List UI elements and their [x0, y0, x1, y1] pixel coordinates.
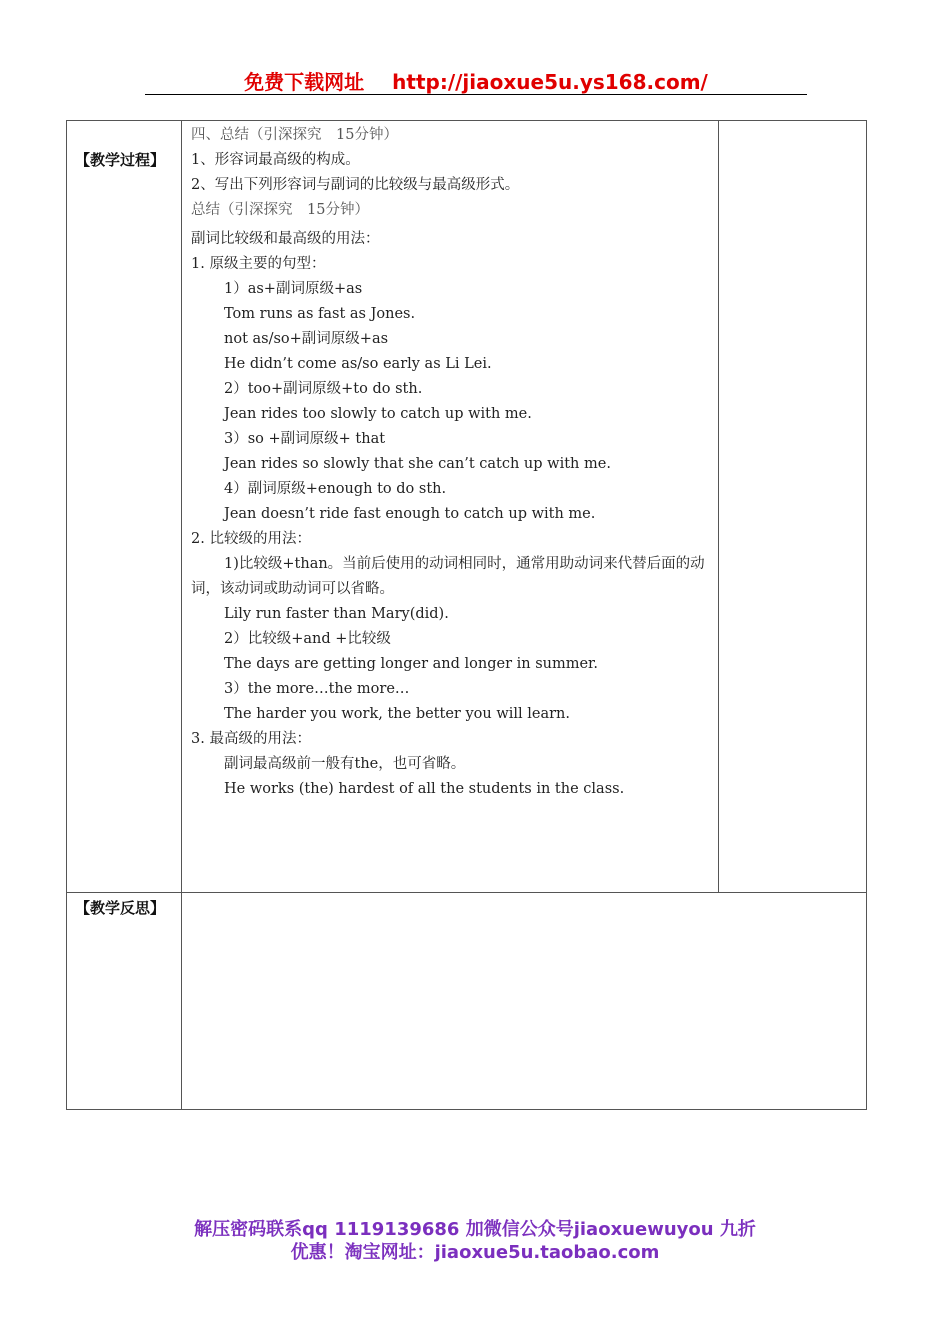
header-label: 免费下载网址	[244, 70, 365, 94]
content-line: not as/so+副词原级+as	[224, 331, 389, 347]
example-sentence: Jean rides too slowly to catch up with me.	[224, 406, 532, 422]
content-line: 副词比较级和最高级的用法：	[191, 231, 380, 247]
content-line: 3）the more…the more…	[224, 681, 410, 697]
example-sentence: The days are getting longer and longer in summer.	[224, 656, 599, 672]
header-url-link[interactable]: http://jiaoxue5u.ys168.com/	[392, 70, 708, 94]
content-line: 1）as+副词原级+as	[224, 281, 363, 297]
example-sentence: Lily run faster than Mary(did).	[224, 606, 449, 622]
section-heading: 总结（引深探究 15分钟）	[191, 202, 369, 218]
example-sentence: Jean doesn’t ride fast enough to catch up with me.	[224, 506, 596, 522]
content-line: 1、形容词最高级的构成。	[191, 152, 360, 168]
section-heading: 四、总结（引深探究 15分钟）	[191, 127, 398, 143]
content-line: 副词最高级前一般有the，也可省略。	[224, 756, 466, 772]
lesson-content	[191, 123, 721, 802]
example-sentence: He works (the) hardest of all the students in the class.	[224, 781, 625, 797]
page-header	[145, 66, 807, 95]
example-sentence: The harder you work, the better you will learn.	[224, 706, 571, 722]
row-label-teaching-process: 【教学过程】	[75, 151, 166, 169]
lesson-table	[66, 120, 867, 1110]
table-divider	[67, 892, 866, 893]
content-line: 2）比较级+and +比较级	[224, 631, 391, 647]
content-line: 3）so +副词原级+ that	[224, 431, 386, 447]
footer-line: 解压密码联系qq 1119139686 加微信公众号jiaoxuewuyou 九折	[194, 1219, 756, 1240]
content-line: 3. 最高级的用法：	[191, 731, 311, 747]
page-footer	[140, 1218, 810, 1264]
content-paragraph: 1)比较级+than。当前后使用的动词相同时，通常用助动词来代替后面的动词，该动词或助动词可以省略。	[191, 556, 705, 597]
content-line: 2、写出下列形容词与副词的比较级与最高级形式。	[191, 177, 520, 193]
table-divider	[181, 121, 182, 1109]
example-sentence: Jean rides so slowly that she can’t catch up with me.	[224, 456, 611, 472]
content-line: 4）副词原级+enough to do sth.	[224, 481, 447, 497]
content-line: 1. 原级主要的句型：	[191, 256, 326, 272]
row-label-teaching-reflection: 【教学反思】	[75, 899, 166, 917]
example-sentence: Tom runs as fast as Jones.	[224, 306, 416, 322]
content-line: 2. 比较级的用法：	[191, 531, 311, 547]
content-line: 2）too+副词原级+to do sth.	[224, 381, 423, 397]
footer-line: 优惠！淘宝网址：jiaoxue5u.taobao.com	[290, 1242, 660, 1263]
example-sentence: He didn’t come as/so early as Li Lei.	[224, 356, 492, 372]
